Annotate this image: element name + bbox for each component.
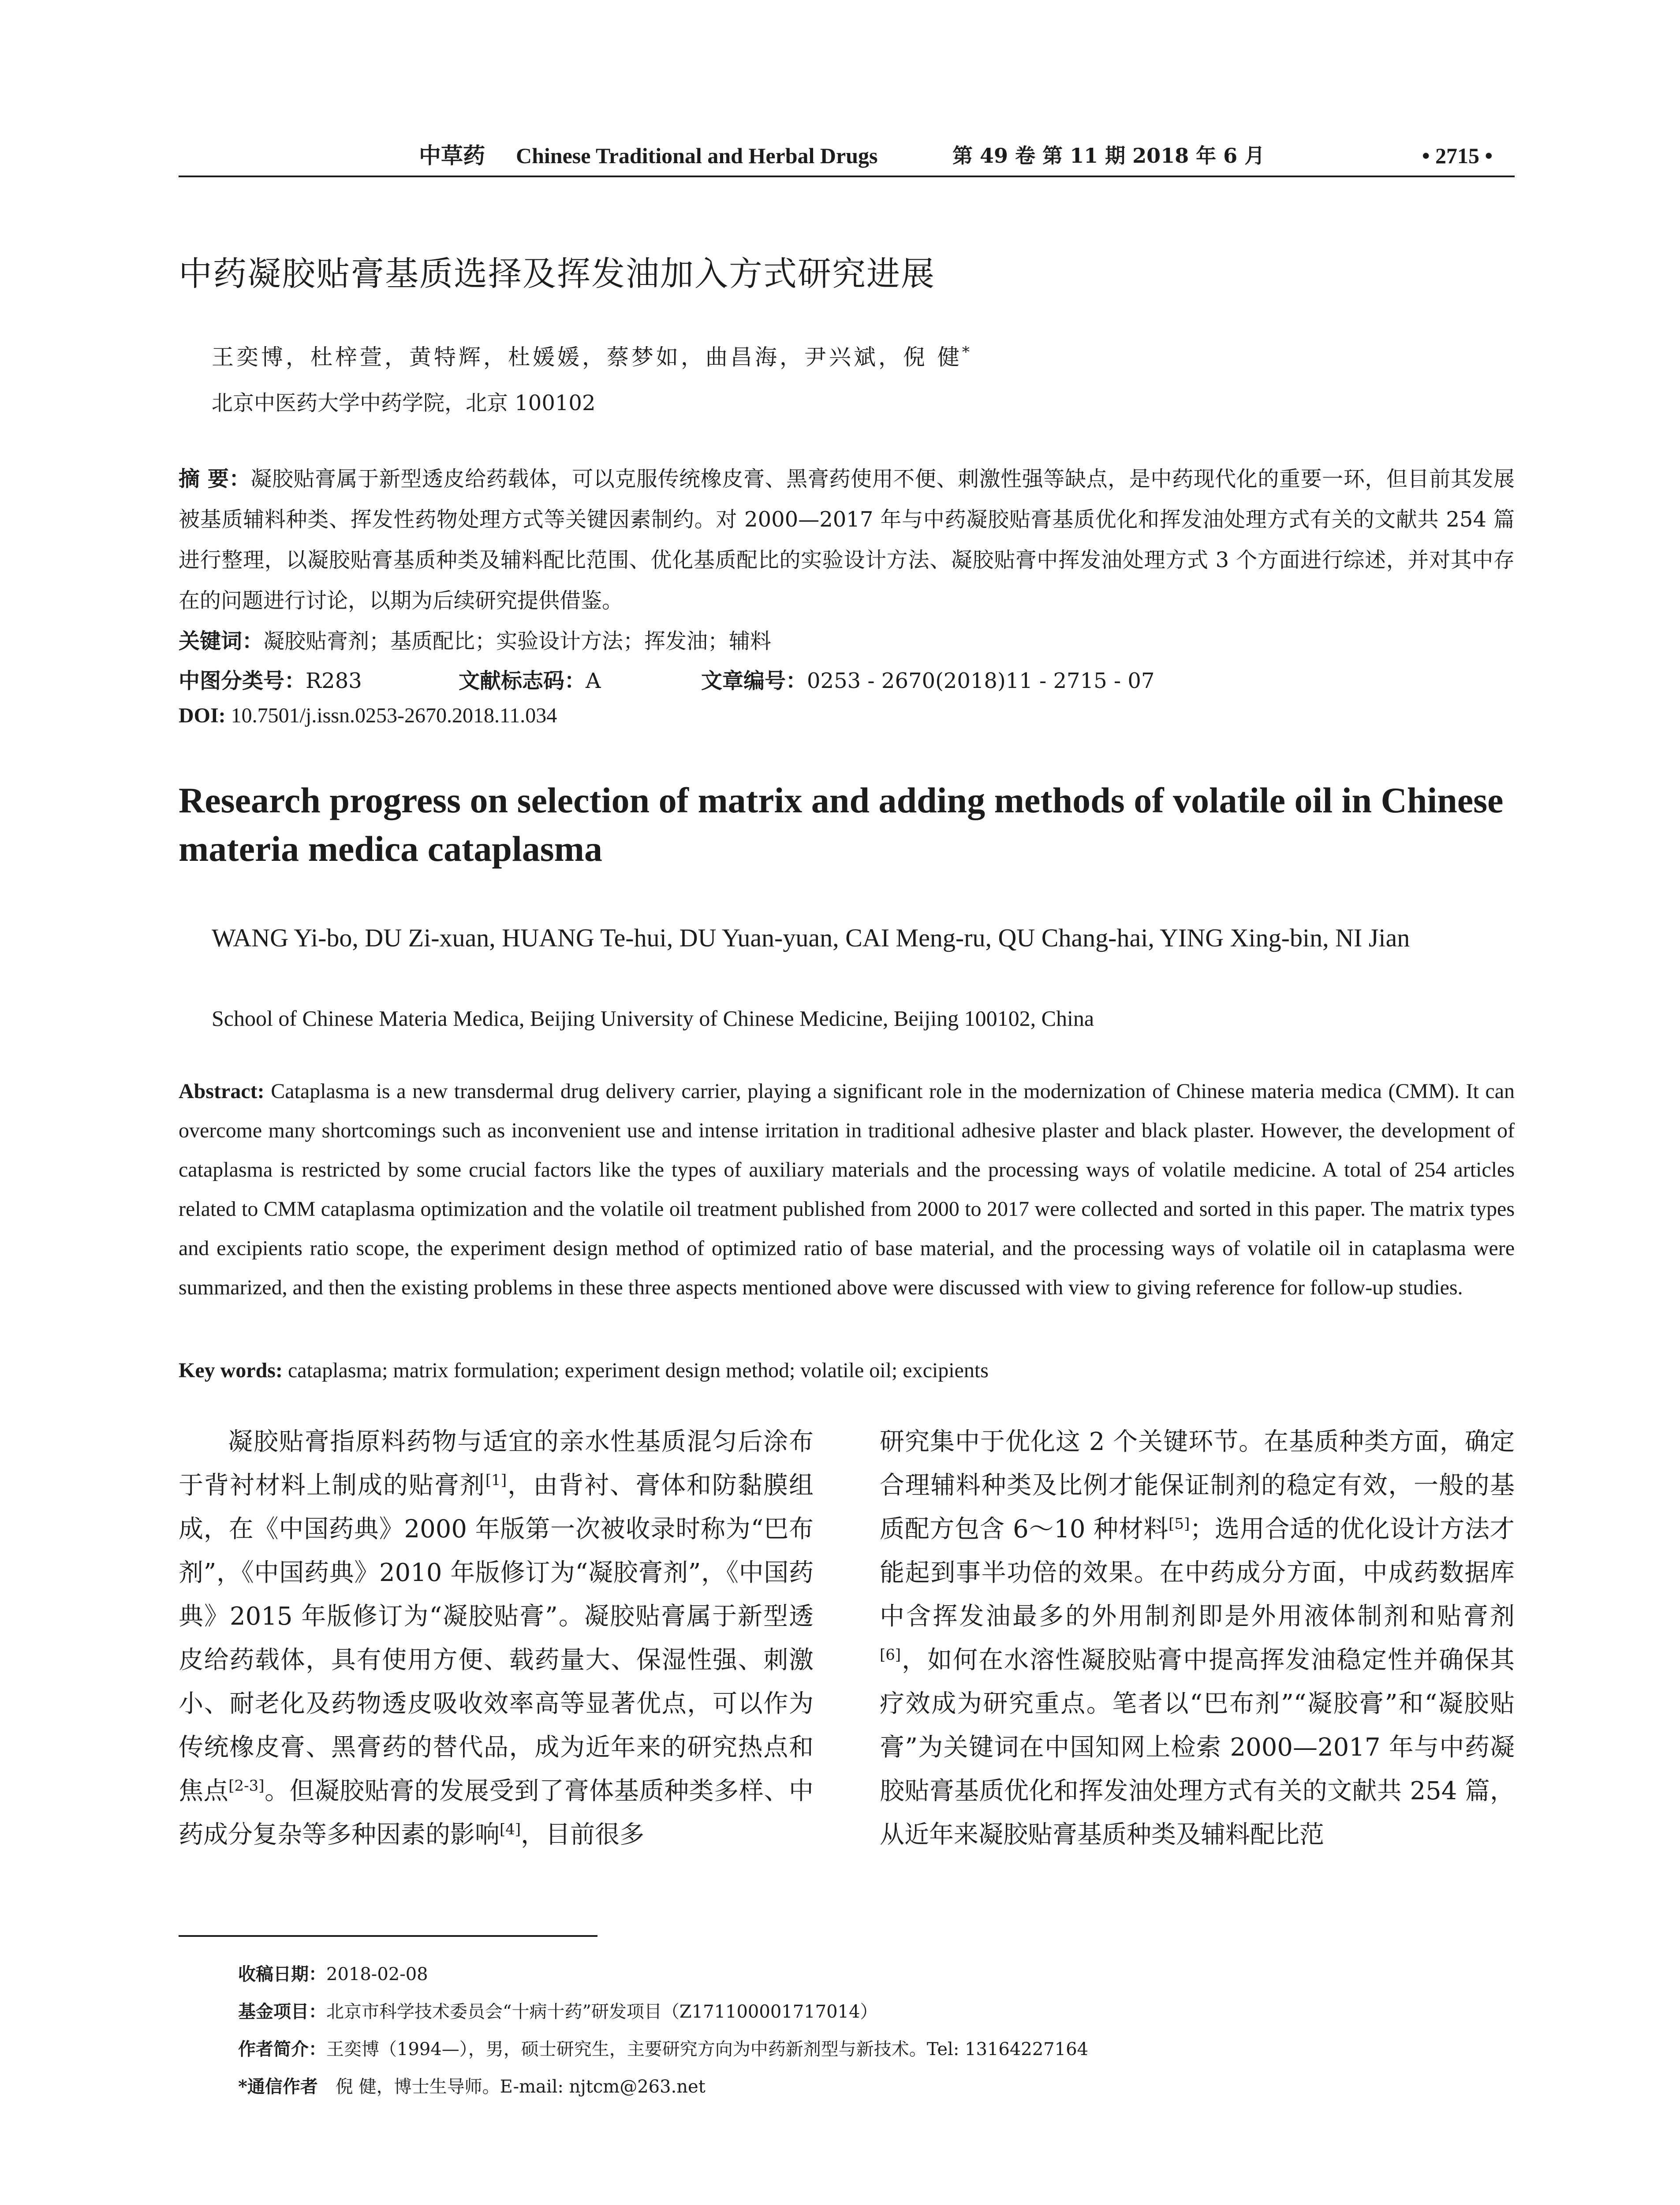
affiliation-en: School of Chinese Materia Medica, Beijing University of Chinese Medicine, Beijing 100102, China xyxy=(212,1006,1094,1031)
citation: [1] xyxy=(485,1471,507,1489)
footnote-fund: 基金项目：北京市科学技术委员会“十病十药”研发项目（Z171100001717014） xyxy=(238,2001,878,2022)
corresponding-mark: * xyxy=(962,343,972,361)
affiliation-cn: 北京中医药大学中药学院，北京 100102 xyxy=(212,391,596,415)
doi: DOI: 10.7501/j.issn.0253-2670.2018.11.034 xyxy=(179,704,557,727)
title-en: Research progress on selection of matrix and adding methods of volatile oil in Chinese materia medica cataplasma xyxy=(179,780,1504,869)
clc-number: 中图分类号：R283 xyxy=(179,669,362,693)
citation: [5] xyxy=(1169,1515,1190,1533)
authors-cn: 王奕博，杜梓萱，黄特辉，杜媛媛，蔡梦如，曲昌海，尹兴斌，倪 健* xyxy=(212,343,972,370)
citation: [4] xyxy=(500,1820,521,1839)
article-number: 文章编号：0253 - 2670(2018)11 - 2715 - 07 xyxy=(701,669,1155,693)
citation: [2-3] xyxy=(228,1777,265,1795)
abstract-en-text: Cataplasma is a new transdermal drug delivery carrier, playing a significant role in the modernization of Chinese materia medica (CMM). It can overcome many shortcomings such as inconvenient use and intense irritation in traditional adhesive plaster and black plaster. However, the development of cataplasma is restricted by some crucial factors like the types of auxiliary materials and the processing ways of volatile medicine. A total of 254 articles related to CMM cataplasma optimization and the volatile oil treatment published from 2000 to 2017 were collected and sorted in this paper. The matrix types and excipients ratio scope, the experiment design method of optimized ratio of base material, and the processing ways of volatile oil in cataplasma were summarized, and then the existing problems in these three aspects mentioned above were discussed with view to giving reference for follow-up studies. xyxy=(179,1080,1515,1299)
issue-info: 第 49 卷 第 11 期 2018 年 6 月 xyxy=(952,144,1265,168)
abstract-cn-label: 摘 要： xyxy=(179,467,251,491)
footnote-rule xyxy=(179,1935,597,1937)
body-column-left: 凝胶贴膏指原料药物与适宜的亲水性基质混匀后涂布于背衬材料上制成的贴膏剂[1]，由背衬、膏体和防黏膜组成，在《中国药典》2000 年版第一次被收录时称为“巴布剂”，《中国药典》2010 年版修订为“凝胶膏剂”，《中国药典》2015 年版修订为“凝胶贴膏”。凝胶贴膏属于新型透皮给药载体，具有使用方便、载药量大、保湿性强、刺激小、耐老化及药物透皮吸收效率高等显著优点，可以作为传统橡皮膏、黑膏药的替代品，成为近年来的研究热点和焦点[2-3]。但凝胶贴膏的发展受到了膏体基质种类多样、中药成分复杂等多种因素的影响[4]，目前很多 xyxy=(179,1428,814,1849)
citation: [6] xyxy=(880,1646,901,1664)
page-number: • 2715 • xyxy=(1422,143,1493,168)
keywords-en: Key words: cataplasma; matrix formulation; experiment design method; volatile oil; excipients xyxy=(179,1359,989,1382)
title-cn: 中药凝胶贴膏基质选择及挥发油加入方式研究进展 xyxy=(179,254,935,293)
journal-name-en: Chinese Traditional and Herbal Drugs xyxy=(516,143,878,168)
footnote-author: 作者简介：王奕博（1994—），男，硕士研究生，主要研究方向为中药新剂型与新技术。Tel: 13164227164 xyxy=(238,2039,1088,2059)
keywords-cn: 关键词：凝胶贴膏剂；基质配比；实验设计方法；挥发油；辅料 xyxy=(179,629,772,654)
body-column-right: 研究集中于优化这 2 个关键环节。在基质种类方面，确定合理辅料种类及比例才能保证制剂的稳定有效，一般的基质配方包含 6～10 种材料[5]；选用合适的优化设计方法才能起到事半功倍的效果。在中药成分方面，中成药数据库中含挥发油最多的外用制剂即是外用液体制剂和贴膏剂[6]，如何在水溶性凝胶贴膏中提高挥发油稳定性并确保其疗效成为研究重点。笔者以“巴布剂”“凝胶膏”和“凝胶贴膏”为关键词在中国知网上检索 2000—2017 年与中药凝胶贴膏基质优化和挥发油处理方式有关的文献共 254 篇，从近年来凝胶贴膏基质种类及辅料配比范 xyxy=(880,1428,1515,1849)
abstract-cn xyxy=(179,459,1515,621)
abstract-en xyxy=(179,1072,1515,1307)
document-code: 文献标志码：A xyxy=(459,669,601,693)
authors-en: WANG Yi-bo, DU Zi-xuan, HUANG Te-hui, DU Yuan-yuan, CAI Meng-ru, QU Chang-hai, YING Xing-bin, NI Jian xyxy=(212,923,1410,952)
footnote-corresponding: *通信作者 倪 健，博士生导师。E-mail: njtcm@263.net xyxy=(238,2076,706,2097)
header-rule xyxy=(179,176,1515,177)
abstract-cn-text: 凝胶贴膏属于新型透皮给药载体，可以克服传统橡皮膏、黑膏药使用不便、刺激性强等缺点，是中药现代化的重要一环，但目前其发展被基质辅料种类、挥发性药物处理方式等关键因素制约。对 2000—2017 年与中药凝胶贴膏基质优化和挥发油处理方式有关的文献共 254 篇进行整理，以凝胶贴膏基质种类及辅料配比范围、优化基质配比的实验设计方法、凝胶贴膏中挥发油处理方式 3 个方面进行综述，并对其中存在的问题进行讨论，以期为后续研究提供借鉴。 xyxy=(179,467,1515,613)
footnote-received: 收稿日期：2018-02-08 xyxy=(238,1964,428,1984)
journal-name-cn: 中草药 xyxy=(419,143,485,168)
abstract-en-label: Abstract: xyxy=(179,1080,265,1103)
